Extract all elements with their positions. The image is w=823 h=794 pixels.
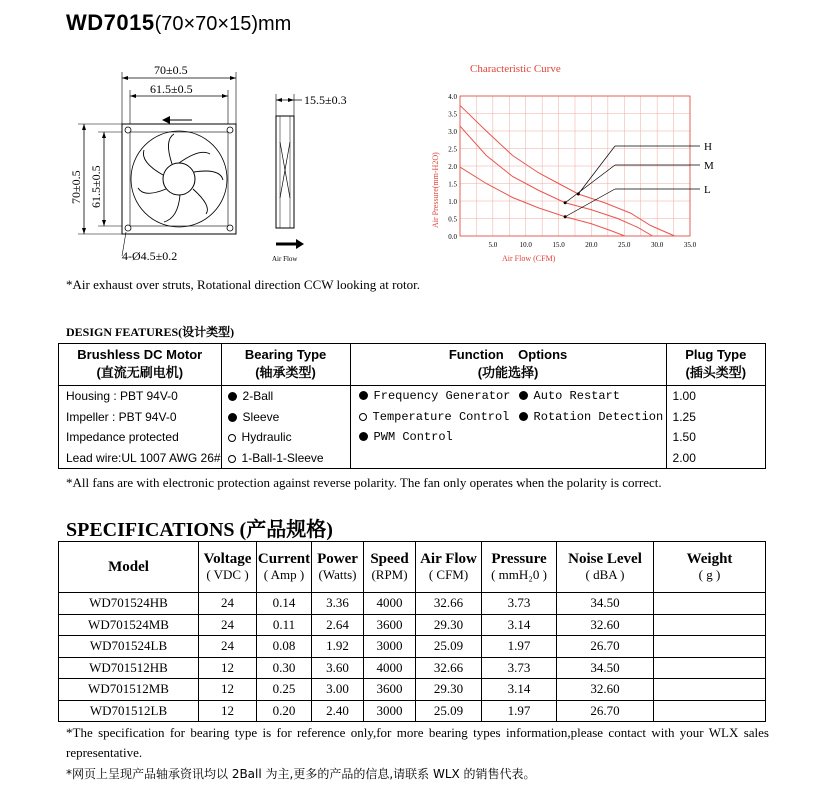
- filled-bullet-icon: [519, 391, 528, 400]
- function-auto-restart: Auto Restart: [519, 386, 664, 407]
- spec-column-header: Noise Level ( dBA ): [557, 542, 654, 593]
- inner-width-dim-label: 61.5±0.5: [150, 82, 193, 96]
- open-bullet-icon: [228, 434, 236, 442]
- spec-row: [59, 614, 766, 636]
- spec-value-cell: 3.14: [482, 679, 557, 701]
- spec-value-cell: 32.66: [416, 593, 482, 615]
- plug-option: 2.00: [672, 450, 696, 465]
- thickness-dim-label: 15.5±0.3: [304, 93, 347, 107]
- airflow-note: *Air exhaust over struts, Rotational direction CCW looking at rotor.: [66, 277, 420, 292]
- spec-value-cell: 1.97: [482, 700, 557, 722]
- chart-series-line-M: [460, 126, 653, 236]
- fan-front-view-drawing: [60, 58, 260, 268]
- chart-callout-point: [564, 215, 567, 218]
- spec-value-cell: [654, 679, 766, 701]
- spec-value-cell: 32.66: [416, 657, 482, 679]
- filled-bullet-icon: [228, 392, 237, 401]
- spec-model-cell: WD701512LB: [59, 700, 199, 722]
- spec-value-cell: 3.14: [482, 614, 557, 636]
- inner-height-dim-label: 61.5±0.5: [89, 165, 103, 208]
- spec-value-cell: 3000: [364, 636, 416, 658]
- plug-option: 1.25: [672, 409, 696, 424]
- spec-value-cell: 1.92: [312, 636, 364, 658]
- spec-row: [59, 700, 766, 722]
- function-header: Function Options (功能选择): [350, 344, 666, 386]
- spec-value-cell: 26.70: [557, 636, 654, 658]
- chart-x-tick-label: 10.0: [519, 241, 532, 249]
- spec-value-cell: [654, 657, 766, 679]
- bearing-option-1ball-1sleeve: 1-Ball-1-Sleeve: [228, 448, 350, 469]
- spec-value-cell: 24: [199, 614, 257, 636]
- spec-value-cell: 3.73: [482, 657, 557, 679]
- spec-model-cell: WD701512MB: [59, 679, 199, 701]
- fan-side-view-drawing: [268, 86, 380, 266]
- chart-series-label-M: M: [704, 160, 714, 172]
- design-features-table: [58, 343, 766, 469]
- spec-value-cell: 32.60: [557, 614, 654, 636]
- bearing-option-hydraulic: Hydraulic: [228, 427, 350, 448]
- spec-value-cell: 0.11: [257, 614, 312, 636]
- spec-column-header: Voltage ( VDC ): [199, 542, 257, 593]
- spec-value-cell: [654, 636, 766, 658]
- chart-x-tick-label: 25.0: [618, 241, 631, 249]
- spec-value-cell: 26.70: [557, 700, 654, 722]
- plug-header: Plug Type (插头类型): [666, 344, 765, 386]
- model-dimensions: (70×70×15)mm: [154, 13, 292, 35]
- spec-value-cell: 34.50: [557, 657, 654, 679]
- spec-value-cell: 25.09: [416, 700, 482, 722]
- plug-option: 1.00: [672, 389, 696, 403]
- spec-value-cell: 1.97: [482, 636, 557, 658]
- spec-value-cell: 0.08: [257, 636, 312, 658]
- spec-value-cell: 2.40: [312, 700, 364, 722]
- spec-value-cell: 0.30: [257, 657, 312, 679]
- spec-value-cell: 29.30: [416, 614, 482, 636]
- chart-y-tick-label: 2.5: [448, 145, 457, 154]
- spec-value-cell: 2.64: [312, 614, 364, 636]
- chart-y-tick-label: 2.0: [448, 163, 457, 171]
- spec-value-cell: 3600: [364, 679, 416, 701]
- function-frequency-generator: Frequency Generator: [359, 386, 519, 407]
- function-temperature-control: Temperature Control: [359, 407, 519, 428]
- chart-x-tick-label: 5.0: [488, 241, 498, 249]
- specifications-title: SPECIFICATIONS (产品规格): [66, 519, 333, 541]
- open-bullet-icon: [359, 413, 367, 421]
- chart-series-line-H: [460, 105, 675, 236]
- bearing-option-sleeve: Sleeve: [228, 407, 350, 428]
- function-pwm-control: PWM Control: [359, 427, 519, 448]
- height-dim-label: 70±0.5: [69, 170, 83, 204]
- specifications-table: [58, 541, 766, 722]
- polarity-note: *All fans are with electronic protection against reverse polarity. The fan only operates when the polarity is correct.: [66, 475, 662, 490]
- spec-column-header: Model: [59, 542, 199, 593]
- spec-value-cell: 4000: [364, 593, 416, 615]
- spec-value-cell: 3000: [364, 700, 416, 722]
- spec-value-cell: [654, 593, 766, 615]
- spec-value-cell: 0.14: [257, 593, 312, 615]
- spec-column-header: Current ( Amp ): [257, 542, 312, 593]
- chart-callout-point: [564, 201, 567, 204]
- hole-dim-label: 4-Ø4.5±0.2: [122, 249, 178, 263]
- chart-title: Characteristic Curve: [470, 63, 561, 75]
- motor-lead-wire: Lead wire:UL 1007 AWG 26#: [66, 450, 221, 465]
- chart-y-tick-label: 3.0: [448, 128, 457, 136]
- spec-value-cell: 24: [199, 593, 257, 615]
- chart-series-label-L: L: [704, 184, 711, 196]
- page-title: [66, 10, 291, 36]
- chart-callout-line: [565, 189, 615, 217]
- spec-column-header: Power (Watts): [312, 542, 364, 593]
- design-features-title: DESIGN FEATURES(设计类型): [66, 325, 235, 339]
- spec-value-cell: 0.25: [257, 679, 312, 701]
- spec-row: [59, 657, 766, 679]
- chart-x-tick-label: 35.0: [683, 241, 697, 249]
- motor-impedance: Impedance protected: [66, 430, 179, 444]
- chart-y-axis-label: Air Pressure(mm-H2O): [431, 152, 440, 228]
- chinese-note: *网页上呈现产品轴承资讯均以 2Ball 为主,更多的产品的信息,请联系 WLX 的销售代表。: [66, 767, 536, 781]
- motor-housing: Housing : PBT 94V-0: [66, 389, 178, 403]
- spec-value-cell: [654, 700, 766, 722]
- spec-column-header: Pressure ( mmH₂0 ): [482, 542, 557, 593]
- spec-value-cell: 34.50: [557, 593, 654, 615]
- spec-row: [59, 636, 766, 658]
- spec-value-cell: 12: [199, 679, 257, 701]
- chart-x-tick-label: 30.0: [651, 241, 664, 249]
- spec-value-cell: 29.30: [416, 679, 482, 701]
- motor-header: Brushless DC Motor (直流无刷电机): [59, 344, 222, 386]
- bearing-reference-note: *The specification for bearing type is for reference only,for more bearing types information,please contact with your WLX sales representative.: [66, 725, 769, 760]
- spec-model-cell: WD701524LB: [59, 636, 199, 658]
- spec-value-cell: 3.00: [312, 679, 364, 701]
- chart-callout-line: [565, 165, 615, 203]
- filled-bullet-icon: [359, 391, 368, 400]
- spec-column-header: Weight ( g ): [654, 542, 766, 593]
- spec-value-cell: 3.60: [312, 657, 364, 679]
- spec-value-cell: 24: [199, 636, 257, 658]
- filled-bullet-icon: [519, 412, 528, 421]
- spec-row: [59, 593, 766, 615]
- spec-column-header: Speed (RPM): [364, 542, 416, 593]
- chart-callout-line: [578, 146, 615, 194]
- plug-option: 1.50: [672, 430, 696, 444]
- chart-y-tick-label: 1.5: [448, 180, 457, 189]
- filled-bullet-icon: [228, 413, 237, 422]
- width-dim-label: 70±0.5: [154, 63, 188, 77]
- chart-series-label-H: H: [704, 141, 712, 153]
- airflow-direction-label: Air Flow: [272, 255, 298, 263]
- chart-x-tick-label: 15.0: [552, 241, 565, 249]
- bearing-header: Bearing Type (轴承类型): [221, 344, 350, 386]
- open-bullet-icon: [228, 455, 236, 463]
- spec-value-cell: 3600: [364, 614, 416, 636]
- spec-value-cell: 12: [199, 700, 257, 722]
- chart-y-tick-label: 0.5: [448, 215, 457, 224]
- spec-value-cell: 12: [199, 657, 257, 679]
- motor-impeller: Impeller : PBT 94V-0: [66, 409, 177, 424]
- spec-value-cell: 4000: [364, 657, 416, 679]
- chart-y-tick-label: 3.5: [448, 110, 457, 119]
- spec-value-cell: 32.60: [557, 679, 654, 701]
- spec-column-header: Air Flow ( CFM): [416, 542, 482, 593]
- model-name: WD7015: [66, 10, 155, 35]
- chart-y-tick-label: 4.0: [448, 93, 457, 101]
- spec-value-cell: 3.73: [482, 593, 557, 615]
- chart-y-tick-label: 0.0: [448, 233, 457, 241]
- spec-value-cell: 25.09: [416, 636, 482, 658]
- chart-x-axis-label: Air Flow (CFM): [502, 254, 556, 263]
- spec-model-cell: WD701524HB: [59, 593, 199, 615]
- chart-y-tick-label: 1.0: [448, 198, 457, 206]
- function-rotation-detection: Rotation Detection: [519, 407, 664, 428]
- characteristic-curve-chart: [420, 58, 720, 270]
- spec-value-cell: 0.20: [257, 700, 312, 722]
- spec-value-cell: 3.36: [312, 593, 364, 615]
- spec-model-cell: WD701524MB: [59, 614, 199, 636]
- spec-row: [59, 679, 766, 701]
- spec-value-cell: [654, 614, 766, 636]
- spec-model-cell: WD701512HB: [59, 657, 199, 679]
- chart-x-tick-label: 20.0: [585, 241, 598, 249]
- bearing-option-2ball: 2-Ball: [228, 386, 350, 407]
- filled-bullet-icon: [359, 432, 368, 441]
